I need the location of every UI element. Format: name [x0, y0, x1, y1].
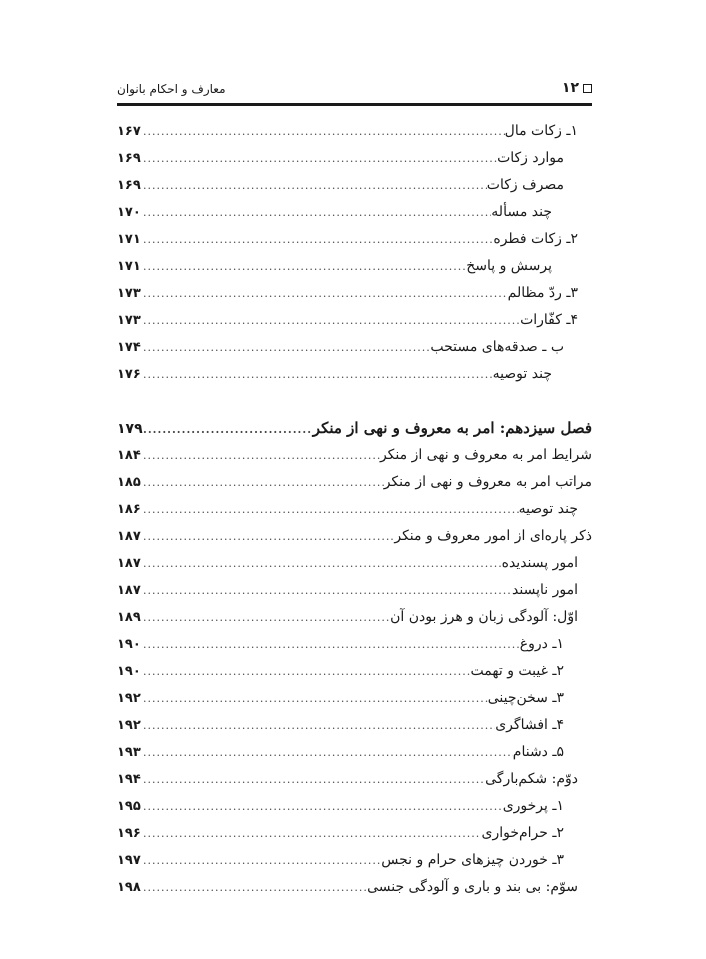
leader-dots — [143, 685, 488, 712]
toc-entry — [117, 847, 592, 874]
toc-entry-page: ۱۸۶ — [117, 502, 141, 517]
toc-entry-title: چند توصیه — [518, 501, 578, 517]
toc-entry — [117, 712, 592, 739]
leader-dots — [143, 631, 520, 658]
toc-entry-page: ۱۶۹ — [117, 151, 141, 166]
toc-entry-page: ۱۶۹ — [117, 178, 141, 193]
leader-dots — [143, 496, 519, 523]
toc-entry-page: ۱۹۰ — [117, 637, 141, 652]
toc-entry-title: ۵ـ دشنام — [512, 744, 564, 760]
toc-entry-page: ۱۷۶ — [117, 367, 141, 382]
toc-entry-title: دوّم: شکم‌بارگی — [485, 771, 578, 787]
toc-entry-title: مصرف زکات — [486, 177, 564, 193]
toc-entry-page: ۱۸۴ — [117, 448, 141, 463]
toc-entry — [117, 145, 592, 172]
toc-entry-page: ۱۷۱ — [117, 232, 141, 247]
toc-entry-page: ۱۹۵ — [117, 799, 141, 814]
leader-dots — [143, 469, 384, 496]
toc-entry-title: ذکر پاره‌ای از امور معروف و منکر — [394, 528, 592, 544]
page-number: ۱۲ — [561, 80, 579, 96]
toc-entry — [117, 226, 592, 253]
toc-entry — [117, 442, 592, 469]
toc-entry-title: سوّم: بی بند و باری و آلودگی جنسی — [367, 879, 578, 895]
chapter-heading-row — [117, 415, 592, 442]
toc-entry — [117, 739, 592, 766]
toc-entry-page: ۱۸۵ — [117, 475, 141, 490]
toc-entry — [117, 631, 592, 658]
toc-section-top — [117, 118, 592, 388]
leader-dots — [143, 550, 502, 577]
toc-entry-title: پرسش و پاسخ — [466, 258, 552, 274]
leader-dots — [143, 820, 481, 847]
toc-entry-page: ۱۷۱ — [117, 259, 141, 274]
leader-dots — [143, 604, 390, 631]
toc-entry-title: شرایط امر به معروف و نهی از منکر — [379, 447, 592, 463]
table-of-contents — [117, 118, 592, 901]
leader-dots — [143, 766, 485, 793]
toc-entry — [117, 658, 592, 685]
toc-entry — [117, 469, 592, 496]
toc-entry-page: ۱۹۷ — [117, 853, 141, 868]
toc-entry-page: ۱۷۰ — [117, 205, 141, 220]
toc-entry-page: ۱۸۷ — [117, 556, 141, 571]
toc-entry-title: ۱ـ پرخوری — [502, 798, 564, 814]
leader-dots — [143, 199, 491, 226]
toc-entry-title: امور ناپسند — [512, 582, 578, 598]
toc-entry — [117, 307, 592, 334]
square-icon — [583, 84, 592, 93]
toc-entry — [117, 199, 592, 226]
toc-entry-title: چند توصیه — [492, 366, 552, 382]
running-header — [117, 80, 592, 100]
chapter-title: فصل سیزدهم: امر به معروف و نهی از منکر — [312, 419, 592, 437]
toc-entry-page: ۱۹۳ — [117, 745, 141, 760]
toc-entry-page: ۱۹۶ — [117, 826, 141, 841]
toc-entry-title: اوّل: آلودگی زبان و هرز بودن آن — [390, 609, 578, 625]
toc-entry-page: ۱۹۴ — [117, 772, 141, 787]
toc-entry — [117, 118, 592, 145]
toc-entry-title: ۲ـ حرام‌خواری — [481, 825, 564, 841]
leader-dots — [143, 226, 493, 253]
leader-dots — [143, 847, 381, 874]
toc-entry-page: ۱۶۷ — [117, 124, 141, 139]
toc-entry-title: ۴ـ افشاگری — [495, 717, 564, 733]
toc-entry — [117, 685, 592, 712]
page-number-block — [562, 80, 592, 96]
leader-dots — [143, 145, 497, 172]
leader-dots — [143, 172, 487, 199]
leader-dots — [143, 442, 380, 469]
toc-entry-title: ۱ـ زکات مال — [504, 123, 578, 139]
toc-entry-title: ۲ـ غیبت و تهمت — [470, 663, 564, 679]
toc-entry — [117, 874, 592, 901]
toc-entry-title: مراتب امر به معروف و نهی از منکر — [383, 474, 592, 490]
leader-dots — [143, 523, 394, 550]
toc-entry-page: ۱۹۲ — [117, 718, 141, 733]
toc-entry — [117, 793, 592, 820]
leader-dots — [143, 416, 313, 443]
leader-dots — [143, 577, 512, 604]
toc-entry-title: ۳ـ سخن‌چینی — [487, 690, 564, 706]
leader-dots — [143, 658, 471, 685]
toc-section-bottom — [117, 442, 592, 901]
toc-entry-title: ۲ـ زکات فطره — [493, 231, 578, 247]
toc-entry-title: چند مسأله — [491, 204, 552, 220]
toc-entry — [117, 172, 592, 199]
toc-entry — [117, 766, 592, 793]
leader-dots — [143, 712, 495, 739]
toc-entry — [117, 334, 592, 361]
toc-entry — [117, 361, 592, 388]
toc-entry — [117, 820, 592, 847]
leader-dots — [143, 280, 508, 307]
toc-entry-title: موارد زکات — [497, 150, 564, 166]
toc-entry-page: ۱۸۷ — [117, 583, 141, 598]
toc-entry — [117, 550, 592, 577]
section-gap — [117, 388, 592, 415]
leader-dots — [143, 874, 367, 901]
leader-dots — [143, 793, 503, 820]
toc-entry-page: ۱۷۴ — [117, 340, 141, 355]
toc-entry-title: امور پسندیده — [501, 555, 578, 571]
toc-entry-page: ۱۹۰ — [117, 664, 141, 679]
leader-dots — [143, 361, 493, 388]
toc-entry-page: ۱۸۷ — [117, 529, 141, 544]
chapter-page-number: ۱۷۹ — [117, 421, 143, 437]
toc-entry-title: ۳ـ خوردن چیزهای حرام و نجس — [381, 852, 564, 868]
leader-dots — [143, 253, 466, 280]
toc-entry-page: ۱۷۳ — [117, 286, 141, 301]
book-title: معارف و احکام بانوان — [117, 82, 226, 96]
toc-entry-page: ۱۹۲ — [117, 691, 141, 706]
toc-entry — [117, 523, 592, 550]
toc-entry — [117, 280, 592, 307]
toc-entry — [117, 496, 592, 523]
header-rule — [117, 103, 592, 106]
toc-entry-title: ۳ـ ردّ مظالم — [507, 285, 578, 301]
toc-entry-page: ۱۸۹ — [117, 610, 141, 625]
toc-entry — [117, 577, 592, 604]
leader-dots — [143, 118, 505, 145]
leader-dots — [143, 334, 430, 361]
leader-dots — [143, 307, 520, 334]
toc-entry — [117, 604, 592, 631]
toc-entry — [117, 253, 592, 280]
leader-dots — [143, 739, 513, 766]
toc-entry-page: ۱۹۸ — [117, 880, 141, 895]
toc-entry-title: ۱ـ دروغ — [519, 636, 564, 652]
toc-entry-page: ۱۷۳ — [117, 313, 141, 328]
toc-entry-title: ۴ـ کفّارات — [520, 312, 578, 328]
toc-entry-title: ب ـ صدقه‌های مستحب — [430, 339, 564, 355]
